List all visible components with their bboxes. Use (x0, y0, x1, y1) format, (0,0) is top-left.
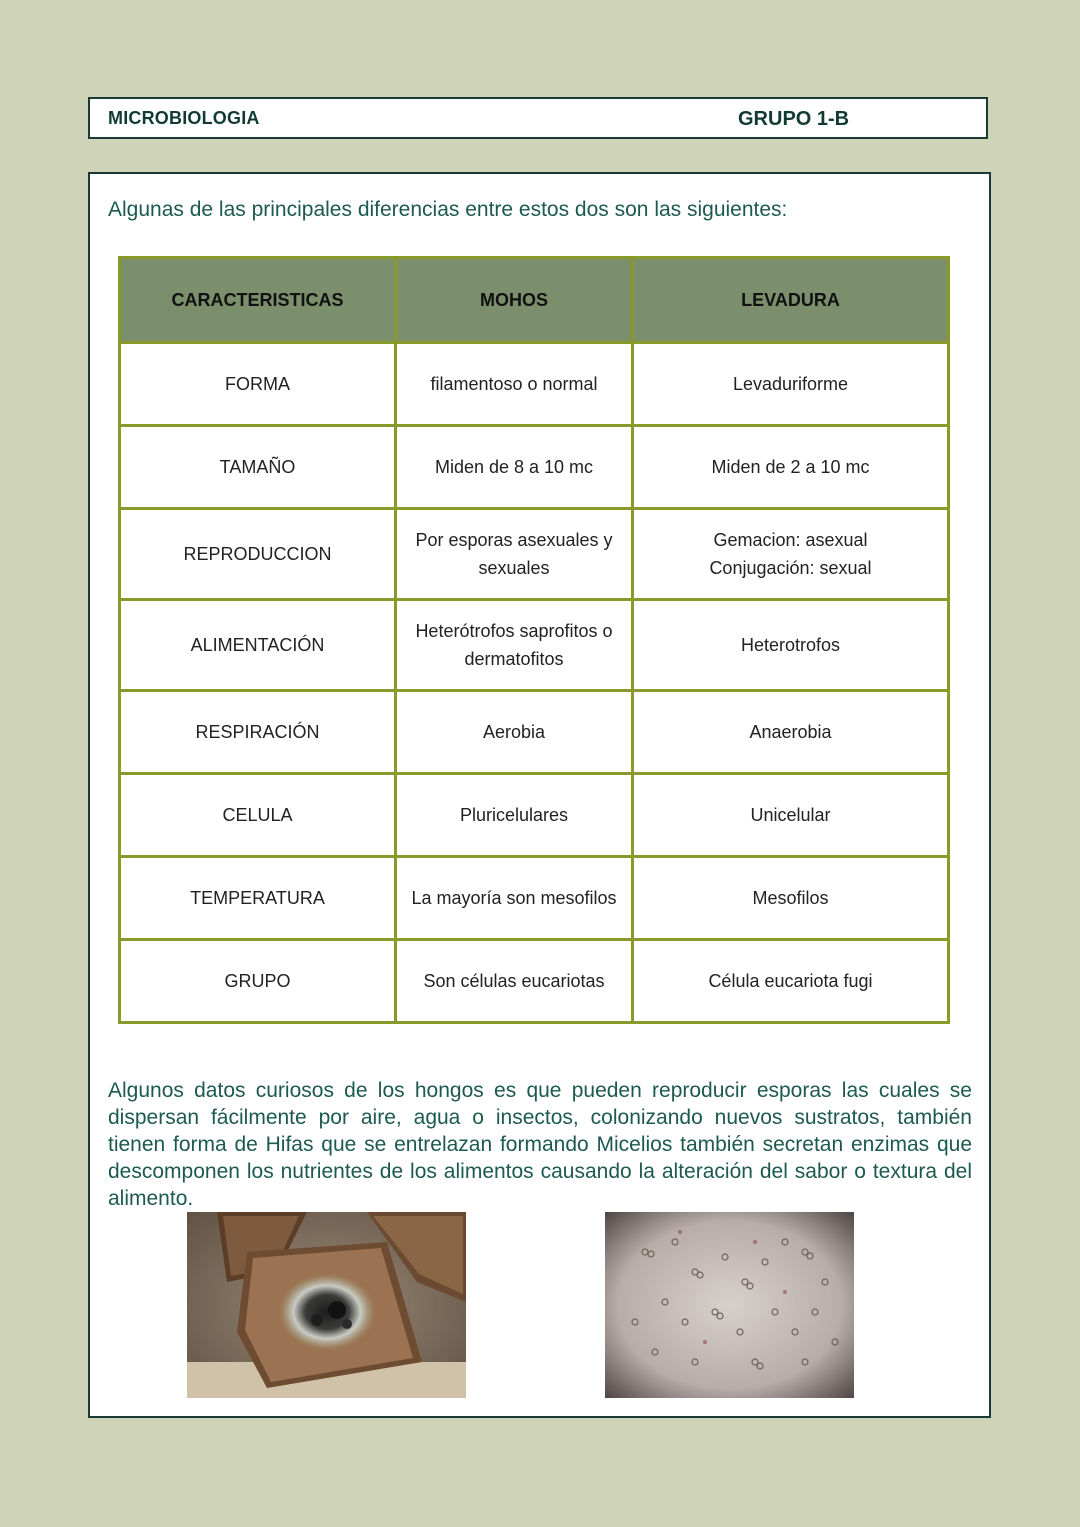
table-row (120, 940, 949, 1023)
row-label: ALIMENTACIÓN (120, 600, 396, 691)
yeast-cell: Levaduriforme (633, 343, 949, 426)
molds-cell: Por esporas asexuales y sexuales (396, 509, 633, 600)
row-label: TAMAÑO (120, 426, 396, 509)
row-label: TEMPERATURA (120, 857, 396, 940)
header-molds: MOHOS (396, 258, 633, 343)
table-header-row (120, 258, 949, 343)
table-row (120, 426, 949, 509)
yeast-cell: Heterotrofos (633, 600, 949, 691)
yeast-cell: Mesofilos (633, 857, 949, 940)
intro-text: Algunas de las principales diferencias entre estos dos son las siguientes: (108, 198, 788, 221)
yeast-cell: Anaerobia (633, 691, 949, 774)
table-row (120, 691, 949, 774)
row-label: GRUPO (120, 940, 396, 1023)
header-characteristics: CARACTERISTICAS (120, 258, 396, 343)
group-label: GRUPO 1-B (738, 108, 850, 130)
molds-cell: La mayoría son mesofilos (396, 857, 633, 940)
row-label: CELULA (120, 774, 396, 857)
yeast-microscope-photo (605, 1212, 854, 1398)
molds-cell: Son células eucariotas (396, 940, 633, 1023)
moldy-bread-photo (187, 1212, 466, 1398)
table-row (120, 857, 949, 940)
row-label: FORMA (120, 343, 396, 426)
yeast-cell: Célula eucariota fugi (633, 940, 949, 1023)
yeast-cell: Gemacion: asexual Conjugación: sexual (633, 509, 949, 600)
yeast-cell: Miden de 2 a 10 mc (633, 426, 949, 509)
header-yeast: LEVADURA (633, 258, 949, 343)
table-row (120, 509, 949, 600)
molds-cell: Aerobia (396, 691, 633, 774)
header-bar (88, 97, 988, 139)
row-label: RESPIRACIÓN (120, 691, 396, 774)
comparison-table (118, 256, 950, 1024)
molds-cell: Pluricelulares (396, 774, 633, 857)
curiosities-paragraph: Algunos datos curiosos de los hongos es que pueden reproducir esporas las cuales se dispersan fácilmente por aire, agua o insectos, colonizando nuevos sustratos, también tienen forma de Hifas que se entrelazan formando Micelios también secretan enzimas que descomponen los nutrientes de los alimentos causando la alteración del sabor o textura del alimento. (108, 1079, 972, 1210)
subject-title: MICROBIOLOGIA (108, 108, 260, 128)
table-row (120, 600, 949, 691)
table-row (120, 774, 949, 857)
molds-cell: filamentoso o normal (396, 343, 633, 426)
molds-cell: Heterótrofos saprofitos o dermatofitos (396, 600, 633, 691)
table-row (120, 343, 949, 426)
yeast-cell: Unicelular (633, 774, 949, 857)
row-label: REPRODUCCION (120, 509, 396, 600)
content-panel (88, 172, 991, 1418)
molds-cell: Miden de 8 a 10 mc (396, 426, 633, 509)
